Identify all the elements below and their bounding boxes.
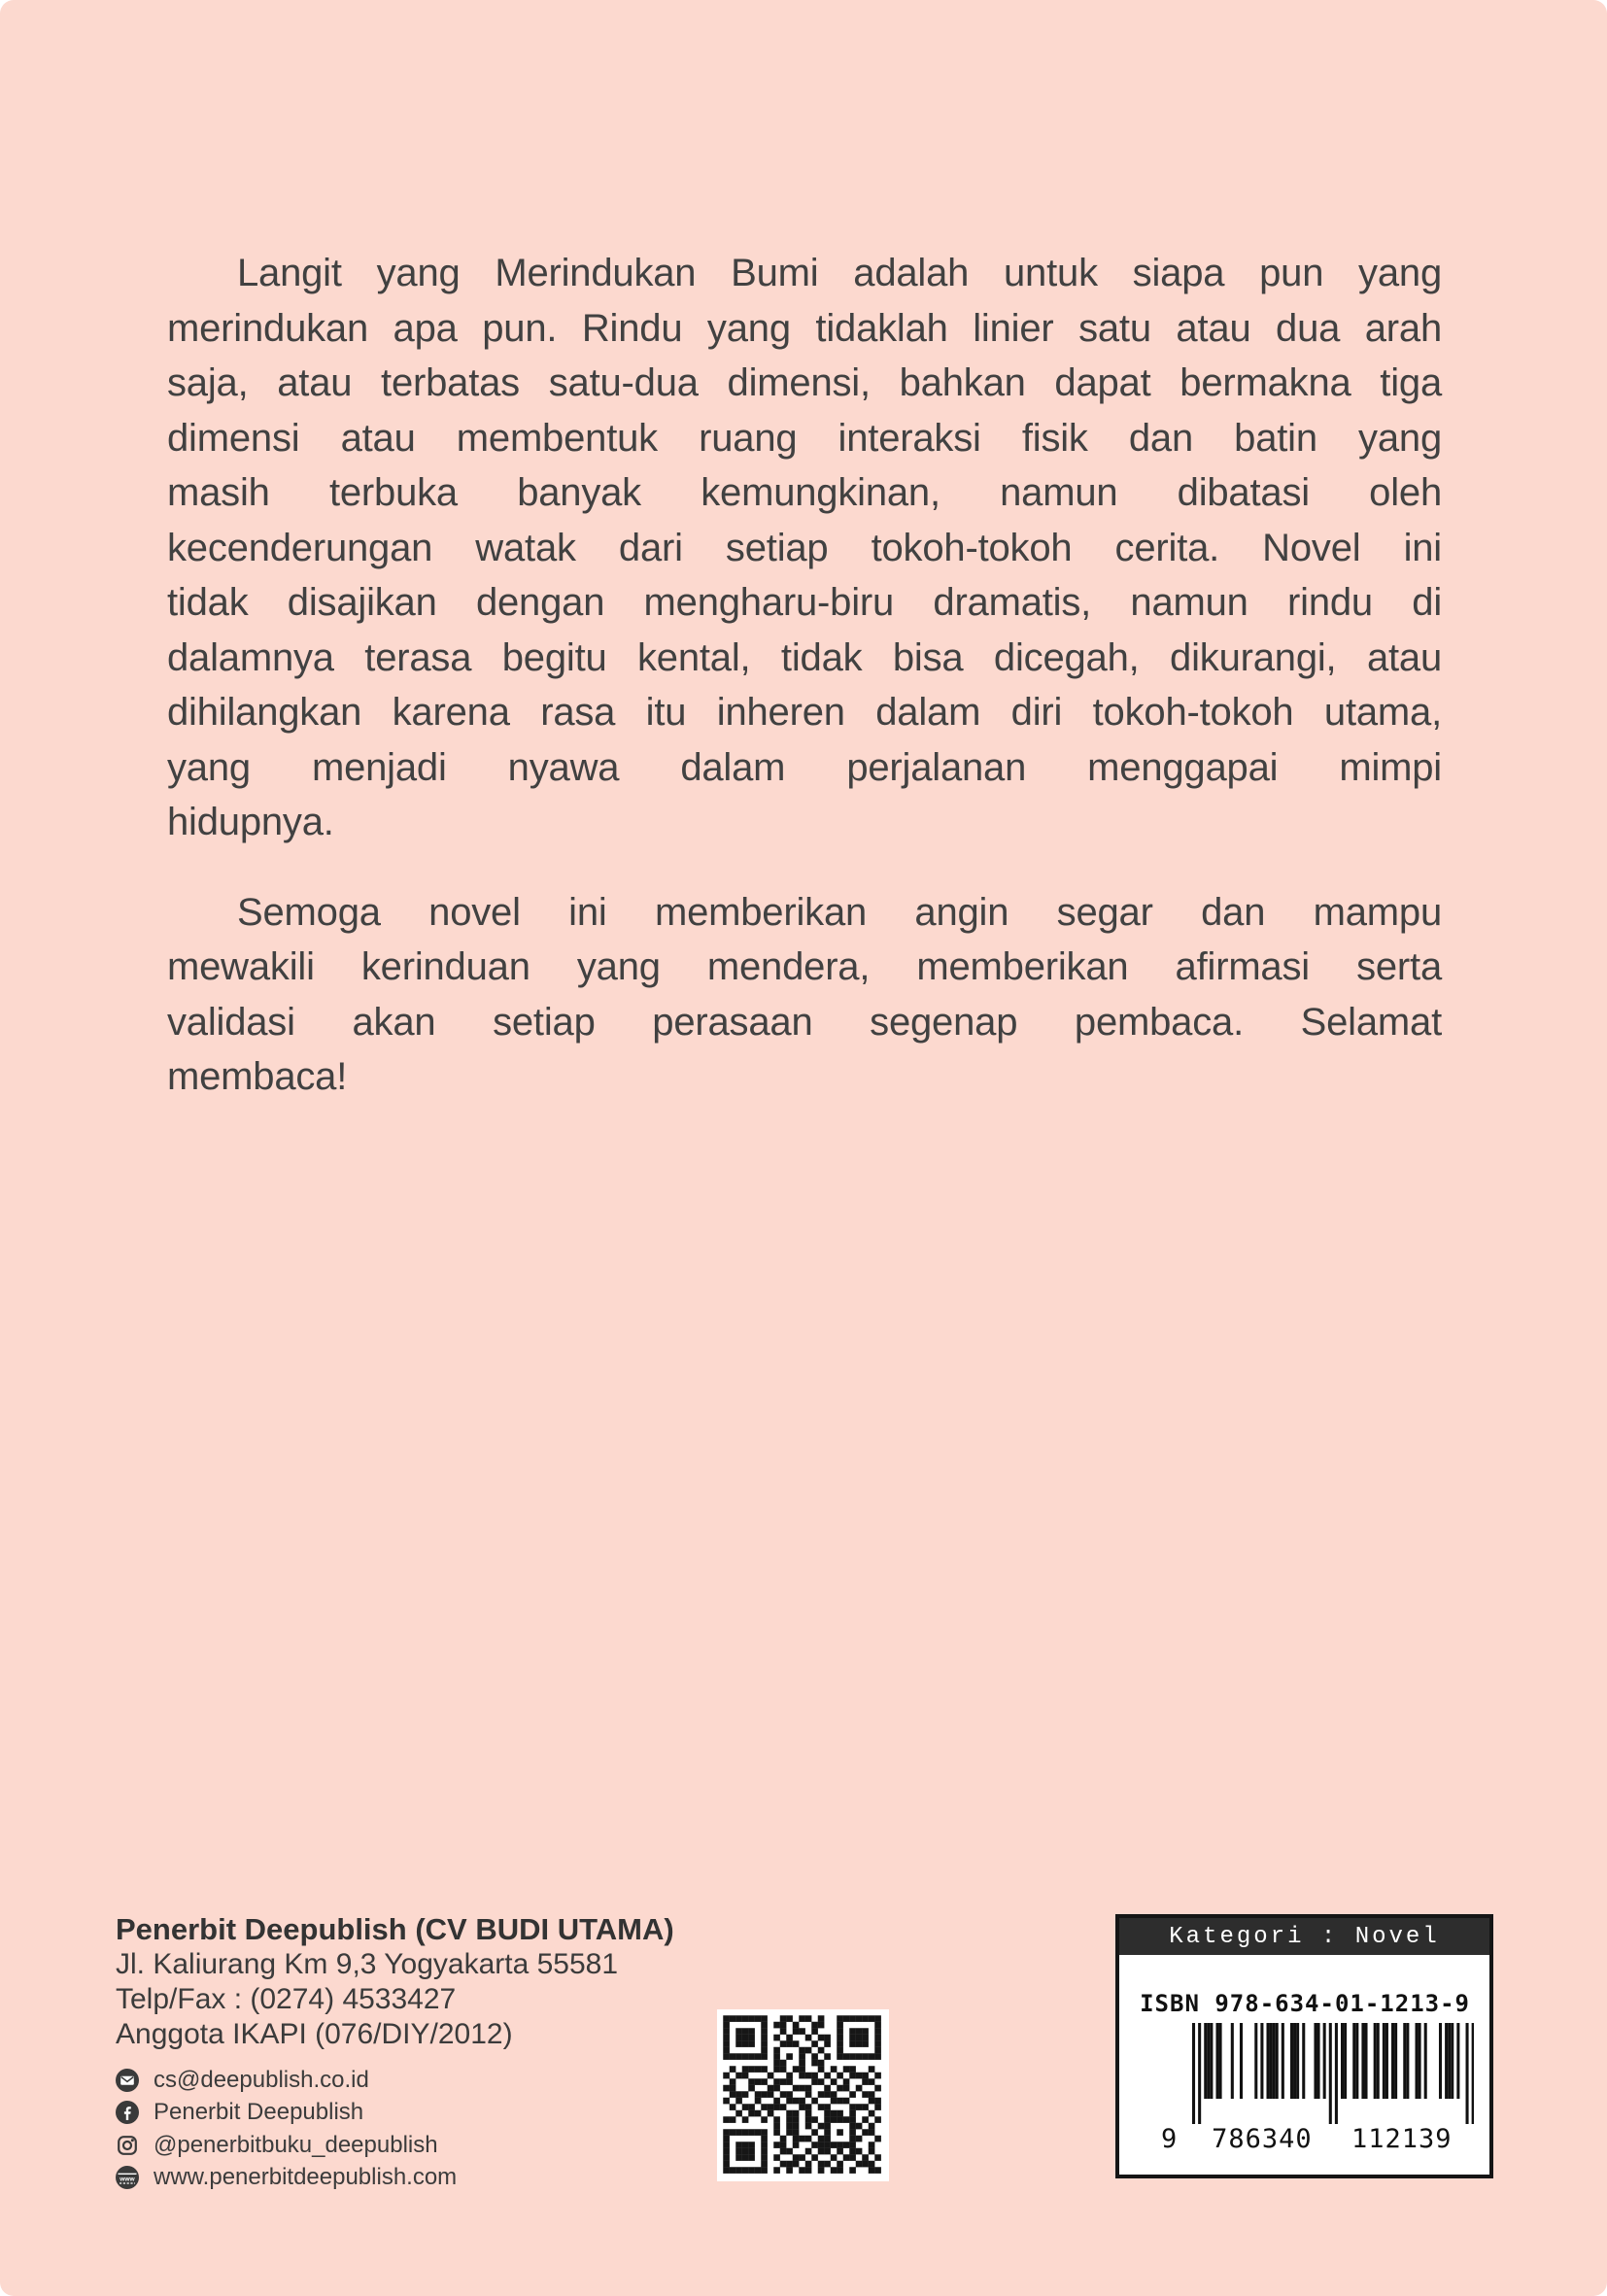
synopsis-line: tidak disajikan dengan mengharu-biru dramatis, namun rindu di <box>167 581 1442 624</box>
synopsis-line: membaca! <box>167 1055 348 1098</box>
synopsis-line: Semoga novel ini memberikan angin segar dan mampu <box>237 890 1442 934</box>
synopsis-line: dimensi atau membentuk ruang interaksi fisik dan batin yang <box>167 416 1442 460</box>
synopsis <box>167 246 1442 1105</box>
globe-icon <box>116 2166 139 2189</box>
email-icon <box>116 2069 139 2092</box>
contact-row <box>116 2064 674 2097</box>
synopsis-line: Langit yang Merindukan Bumi adalah untuk siapa pun yang <box>237 252 1442 294</box>
synopsis-paragraph <box>167 885 1442 1105</box>
isbn-number: ISBN 978-634-01-1213-9 <box>1140 1990 1470 2017</box>
isbn-barcode-panel <box>1115 1914 1493 2178</box>
synopsis-line: validasi akan setiap perasaan segenap pembaca. Selamat <box>167 1000 1442 1044</box>
synopsis-line: kecenderungan watak dari setiap tokoh-tokoh cerita. Novel ini <box>167 526 1442 569</box>
synopsis-line: hidupnya. <box>167 801 334 843</box>
svg-text:112139: 112139 <box>1351 2124 1453 2153</box>
contact-row <box>116 2097 674 2130</box>
synopsis-paragraph <box>167 246 1442 850</box>
contact-row <box>116 2162 674 2195</box>
publisher-phone: Telp/Fax : (0274) 4533427 <box>116 1983 457 2015</box>
synopsis-line: yang menjadi nyawa dalam perjalanan menggapai mimpi <box>167 745 1442 789</box>
contact-label: www.penerbitdeepublish.com <box>154 2164 458 2191</box>
publisher-membership: Anggota IKAPI (076/DIY/2012) <box>116 2018 513 2050</box>
svg-text:786340: 786340 <box>1212 2124 1313 2153</box>
contact-label: @penerbitbuku_deepublish <box>154 2131 438 2158</box>
synopsis-line: saja, atau terbatas satu-dua dimensi, bahkan dapat bermakna tiga <box>167 361 1442 404</box>
publisher-info <box>116 1912 674 2194</box>
svg-text:9: 9 <box>1161 2124 1179 2153</box>
svg-text:www: www <box>120 2176 135 2183</box>
instagram-icon <box>116 2134 139 2157</box>
ean-barcode <box>1153 2023 1474 2153</box>
synopsis-line: masih terbuka banyak kemungkinan, namun dibatasi oleh <box>167 471 1442 514</box>
contact-label: Penerbit Deepublish <box>154 2099 364 2126</box>
qr-code <box>717 2009 889 2181</box>
ean-barcode-image <box>1153 2023 1474 2153</box>
synopsis-line: dihilangkan karena rasa itu inheren dalam diri tokoh-tokoh utama, <box>167 691 1442 734</box>
synopsis-line: dalamnya terasa begitu kental, tidak bisa dicegah, dikurangi, atau <box>167 635 1442 679</box>
qr-code-image <box>717 2009 889 2181</box>
contact-row <box>116 2129 674 2162</box>
publisher-address: Jl. Kaliurang Km 9,3 Yogyakarta 55581 <box>116 1948 619 1980</box>
synopsis-line: mewakili kerinduan yang mendera, memberikan afirmasi serta <box>167 945 1442 988</box>
facebook-icon <box>116 2101 139 2124</box>
contact-label: cs@deepublish.co.id <box>154 2066 369 2093</box>
publisher-name: Penerbit Deepublish (CV BUDI UTAMA) <box>116 1912 674 1946</box>
category-badge: Kategori : Novel <box>1119 1918 1489 1955</box>
contact-list <box>116 2064 674 2194</box>
synopsis-line: merindukan apa pun. Rindu yang tidaklah linier satu atau dua arah <box>167 306 1442 350</box>
